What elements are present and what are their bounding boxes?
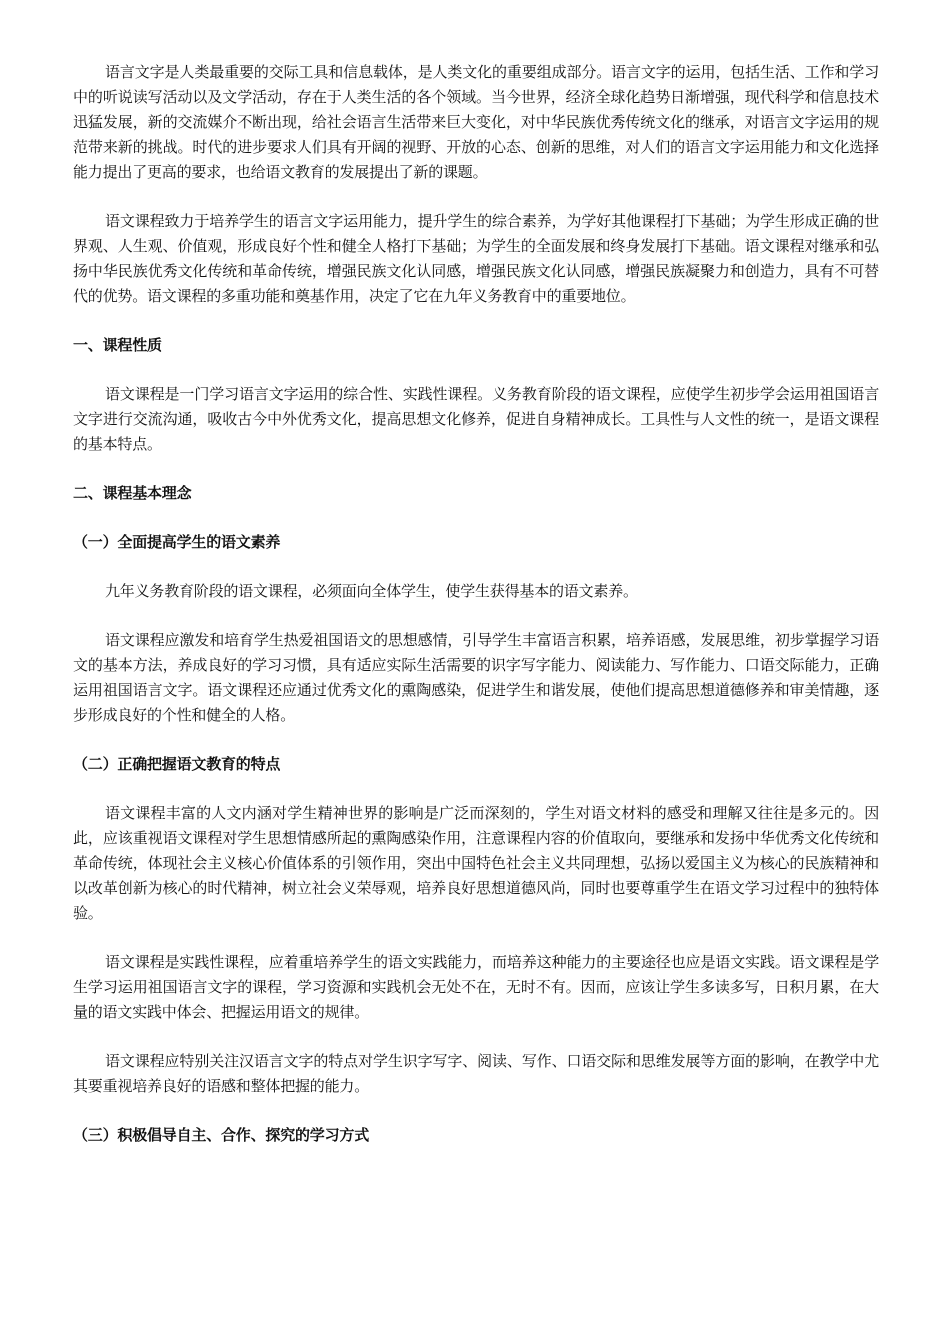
document-body xyxy=(73,60,879,1172)
paragraph-literacy-2: 语文课程应激发和培育学生热爱祖国语文的思想感情，引导学生丰富语言积累，培养语感，发展思维，初步掌握学习语文的基本方法，养成良好的学习习惯，具有适应实际生活需要的识字写字能力、阅读能力、写作能力、口语交际能力，正确运用祖国语言文字。语文课程还应通过优秀文化的熏陶感染，促进学生和谐发展，使他们提高思想道德修养和审美情趣，逐步形成良好的个性和健全的人格。 xyxy=(73,631,879,724)
paragraph-features-3: 语文课程应特别关注汉语言文字的特点对学生识字写字、阅读、写作、口语交际和思维发展等方面的影响，在教学中尤其要重视培养良好的语感和整体把握的能力。 xyxy=(73,1052,879,1095)
section-heading-2: 二、课程基本理念 xyxy=(73,484,192,502)
section-heading-1: 一、课程性质 xyxy=(73,336,162,354)
subsection-heading-1: （一）全面提高学生的语文素养 xyxy=(73,533,281,551)
paragraph-features-2: 语文课程是实践性课程，应着重培养学生的语文实践能力，而培养这种能力的主要途径也应是语文实践。语文课程是学生学习运用祖国语言文字的课程，学习资源和实践机会无处不在，无时不有。因而，应该让学生多读多写，日积月累，在大量的语文实践中体会、把握运用语文的规律。 xyxy=(73,953,879,1021)
paragraph-course-nature: 语文课程是一门学习语言文字运用的综合性、实践性课程。义务教育阶段的语文课程，应使学生初步学会运用祖国语言文字进行交流沟通，吸收古今中外优秀文化，提高思想文化修养，促进自身精神成长。工具性与人文性的统一，是语文课程的基本特点。 xyxy=(73,385,879,453)
paragraph-intro-2: 语文课程致力于培养学生的语言文字运用能力，提升学生的综合素养，为学好其他课程打下基础；为学生形成正确的世界观、人生观、价值观，形成良好个性和健全人格打下基础；为学生的全面发展和终身发展打下基础。语文课程对继承和弘扬中华民族优秀文化传统和革命传统，增强民族文化认同感，增强民族文化认同感，增强民族凝聚力和创造力，具有不可替代的优势。语文课程的多重功能和奠基作用，决定了它在九年义务教育中的重要地位。 xyxy=(73,212,879,305)
paragraph-intro-1: 语言文字是人类最重要的交际工具和信息载体，是人类文化的重要组成部分。语言文字的运用，包括生活、工作和学习中的听说读写活动以及文学活动，存在于人类生活的各个领域。当今世界，经济全球化趋势日渐增强，现代科学和信息技术迅猛发展，新的交流媒介不断出现，给社会语言生活带来巨大变化，对中华民族优秀传统文化的继承，对语言文字运用的规范带来新的挑战。时代的进步要求人们具有开阔的视野、开放的心态、创新的思维，对人们的语言文字运用能力和文化选择能力提出了更高的要求，也给语文教育的发展提出了新的课题。 xyxy=(73,63,879,181)
subsection-heading-2: （二）正确把握语文教育的特点 xyxy=(73,755,281,773)
paragraph-literacy-1: 九年义务教育阶段的语文课程，必须面向全体学生，使学生获得基本的语文素养。 xyxy=(105,582,638,600)
subsection-heading-3: （三）积极倡导自主、合作、探究的学习方式 xyxy=(73,1126,370,1144)
paragraph-features-1: 语文课程丰富的人文内涵对学生精神世界的影响是广泛而深刻的，学生对语文材料的感受和理解又往往是多元的。因此，应该重视语文课程对学生思想情感所起的熏陶感染作用，注意课程内容的价值取向，要继承和发扬中华优秀文化传统和革命传统，体现社会主义核心价值体系的引领作用，突出中国特色社会主义共同理想，弘扬以爱国主义为核心的民族精神和以改革创新为核心的时代精神，树立社会义荣辱观，培养良好思想道德风尚，同时也要尊重学生在语文学习过程中的独特体验。 xyxy=(73,804,879,922)
